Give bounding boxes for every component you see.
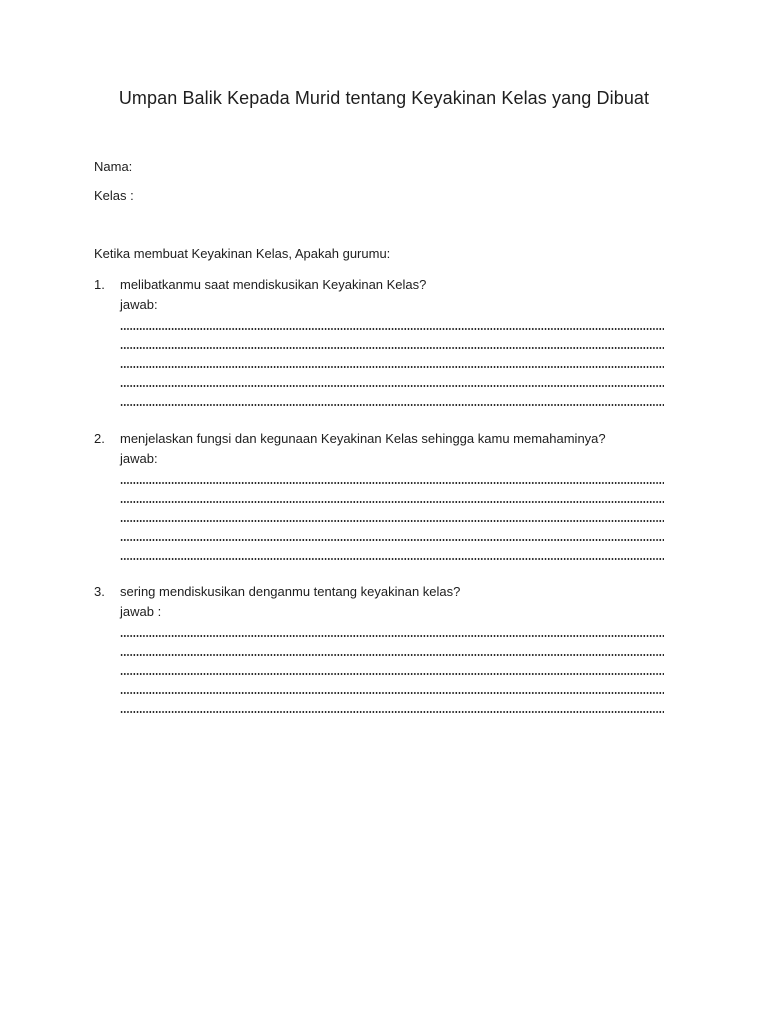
intro-text: Ketika membuat Keyakinan Kelas, Apakah gurumu: [94,246,391,261]
answer-line [120,622,664,641]
question-1 [94,275,674,410]
answer-label: jawab: [120,297,158,312]
answer-line [120,469,664,488]
answer-label: jawab : [120,604,162,619]
question-number: 1. [94,277,105,292]
answer-line [120,334,664,353]
kelas-field-label: Kelas : [94,188,134,203]
question-number: 2. [94,431,105,446]
answer-line [120,698,664,717]
answer-line [120,315,664,334]
question-number: 3. [94,584,105,599]
nama-field-label: Nama: [94,159,133,174]
document-title: Umpan Balik Kepada Murid tentang Keyakinan Kelas yang Dibuat [118,88,650,108]
answer-line [120,679,664,698]
answer-line [120,507,664,526]
answer-line [120,372,664,391]
answer-line [120,391,664,410]
answer-line [120,641,664,660]
answer-label: jawab: [120,451,158,466]
question-text: menjelaskan fungsi dan kegunaan Keyakinan Kelas sehingga kamu memahaminya? [120,431,606,446]
answer-line [120,660,664,679]
question-text: melibatkanmu saat mendiskusikan Keyakinan Kelas? [120,277,427,292]
question-3 [94,582,674,717]
answer-line [120,545,664,564]
question-text: sering mendiskusikan denganmu tentang keyakinan kelas? [120,584,461,599]
answer-line [120,526,664,545]
question-2 [94,429,674,564]
answer-line [120,353,664,372]
answer-line [120,488,664,507]
